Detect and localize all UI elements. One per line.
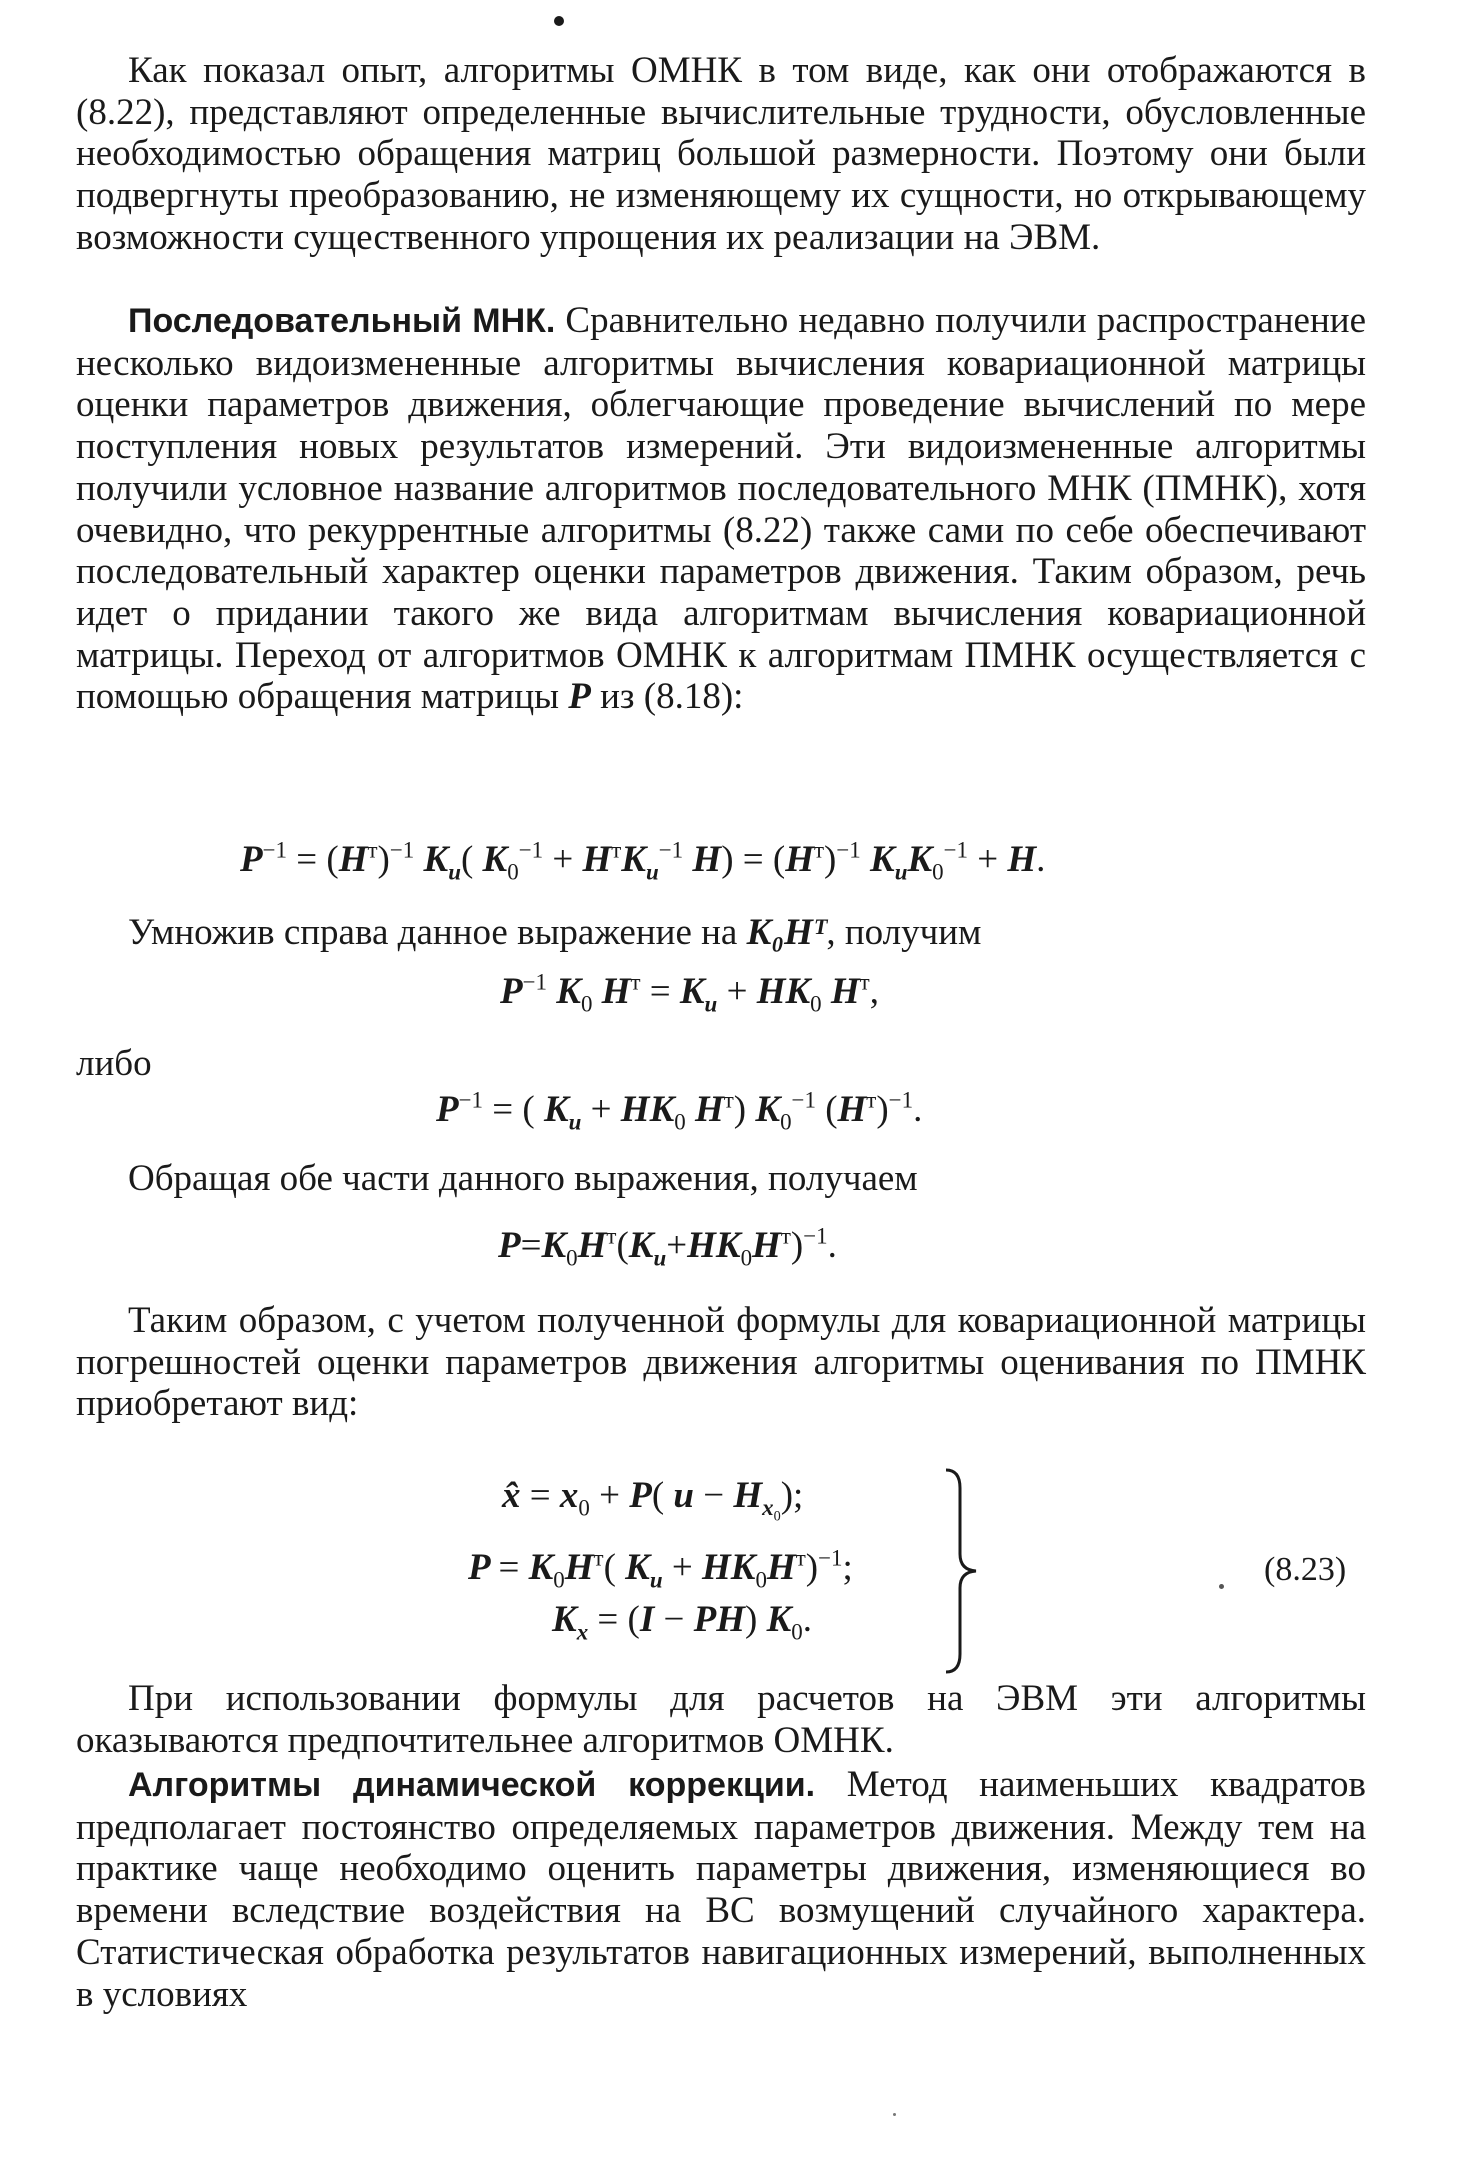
top-mark [554,16,564,26]
paragraph-intro-text: Как показал опыт, алгоритмы ОМНК в том виде, как они отображаются в (8.22), представляют определенные вычислительные трудности, обусловленные необходимостью обращения матриц большой размерности. Поэтому они были подвергнуты преобразованию, не изменяющему их сущности, но открывающему возможности существенного упрощения их реализации на ЭВМ. [76,50,1366,258]
equation-kx: $K_x = (I - PH)$ $K_0$. [552,1599,813,1645]
equation-p: $P=K_0H^т(K_u+HK_0H^т)^{-1}$. [498,1223,837,1271]
paragraph-usage-text: При использовании формулы для расчетов на ЭВМ эти алгоритмы оказываются предпочтительнее алгоритмов ОМНК. [76,1678,1366,1761]
equation-p-inverse-expanded: $P^{-1}$ = ( $K_u + HK_0$ $H^т$) $K_0^{-1}$ $(H^т)^{-1}$. [436,1087,923,1135]
bottom-mark [893,2113,896,2116]
paragraph-sequential-lsm [76,300,1366,718]
paragraph-inverting-text: Обращая обе части данного выражения, получаем [128,1158,918,1199]
paragraph-thus [76,1300,1366,1425]
matrix-p-symbol: P [568,676,591,718]
paragraph-or [76,1043,152,1085]
section-heading-dynamic-correction: Алгоритмы динамической коррекции. [128,1766,816,1804]
paragraph-multiply-text-a: Умножив справа данное выражение на [128,912,747,953]
paragraph-usage [76,1678,1366,1761]
paragraph-inverting [128,1158,918,1200]
paragraph-multiply [128,912,981,954]
paragraph-sequential-tail: из (8.18): [590,676,744,718]
paragraph-or-text: либо [76,1043,152,1084]
equation-x-hat: x̂ = $x_0 + P$( $u - H_{x_0}$); [502,1475,804,1525]
section-heading-sequential-lsm: Последовательный МНК. [128,302,556,340]
paragraph-dynamic-correction [76,1764,1366,2015]
stray-mark [1219,1584,1224,1589]
equation-p-inverse: $P^{-1} = (H^т)^{-1}$ $K_u$( $K_0^{-1} + H^тK_u^{-1}$ $H) = (H^т)^{-1}$ $K_uK_0^{-1} + H$. [240,837,1046,885]
right-brace [938,1466,988,1676]
equation-p-inverse-k0-ht: $P^{-1}$ $K_0$ $H^т = K_u + HK_0$ $H^т$, [500,969,879,1017]
equation-p-system: $P = K_0H^т$( $K_u + HK_0H^т)^{-1}$; [468,1545,853,1593]
k0-ht-symbol: K₀Hᵀ [746,912,827,953]
equation-number: (8.23) [1264,1551,1347,1588]
paragraph-dynamic-text: Метод наименьших квадратов предполагает постоянство определяемых параметров движения. Между тем на практике чаще необходимо оценить параметры движения, изменяющиеся во времени вследствие воздействия на ВС возмущений случайного характера. Статистическая обработка результатов навигационных измерений, выполненных в условиях [76,1764,1366,2015]
paragraph-thus-text: Таким образом, с учетом полученной формулы для ковариационной матрицы погрешностей оценки параметров движения алгоритмы оценивания по ПМНК приобретают вид: [76,1300,1366,1425]
paragraph-intro [76,50,1366,259]
paragraph-multiply-text-b: , получим [826,912,982,953]
paragraph-sequential-text: Сравнительно недавно получили распространение несколько видоизмененные алгоритмы вычисления ковариационной матрицы оценки параметров движения, облегчающие проведение вычислений по мере поступления новых результатов измерений. Эти видоизмененные алгоритмы получили условное название алгоритмов последовательного МНК (ПМНК), хотя очевидно, что рекуррентные алгоритмы (8.22) также сами по себе обеспечивают последовательный характер оценки параметров движения. Таким образом, речь идет о придании такого же вида алгоритмам вычисления ковариационной матрицы. Переход от алгоритмов ОМНК к алгоритмам ПМНК осуществляется с помощью обращения матрицы [76,300,1367,718]
